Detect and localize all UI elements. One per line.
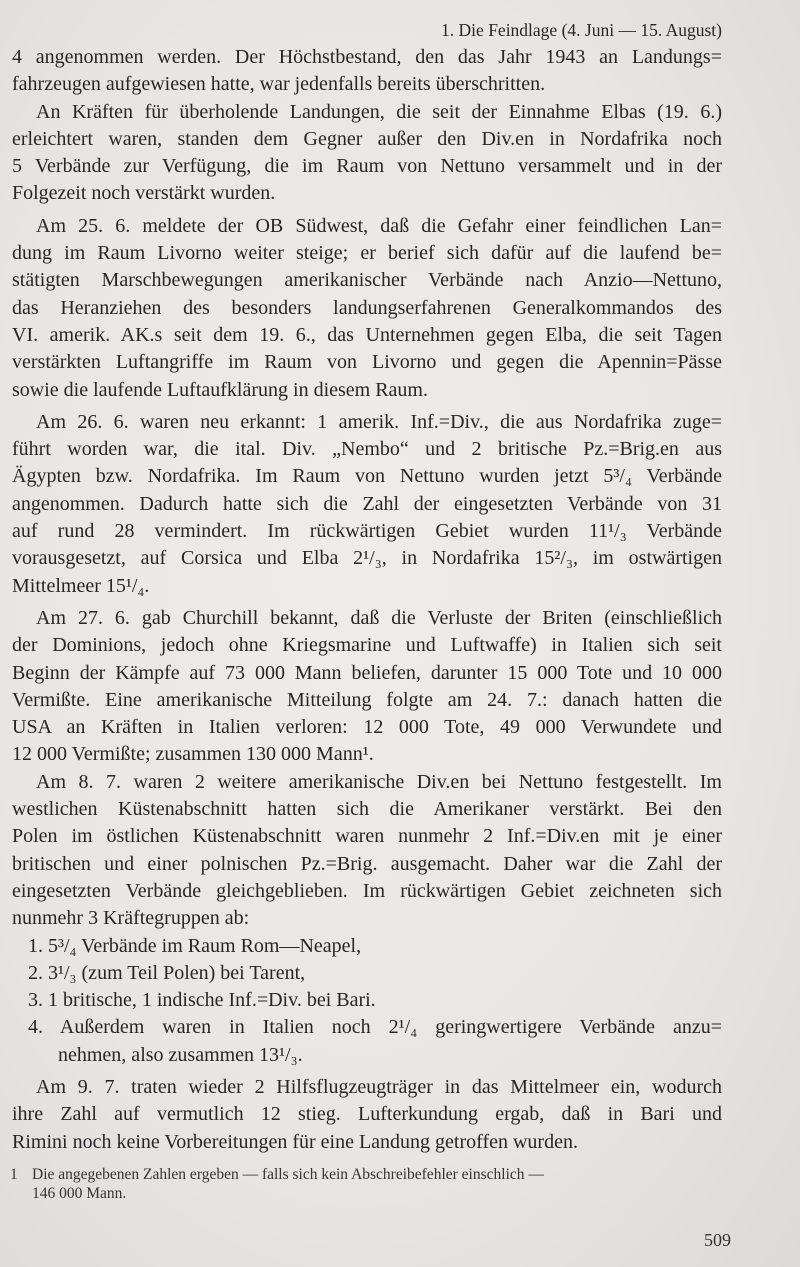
running-header: 1. Die Feindlage (4. Juni — 15. August) bbox=[441, 20, 722, 40]
text-line: sowie die laufende Luftaufklärung in diesem Raum. bbox=[12, 378, 428, 401]
text-line: Mittelmeer 15¹/₄. bbox=[12, 574, 150, 597]
text-line: 4. Außerdem waren in Italien noch 2¹/₄ geringwertigere Verbände anzu= bbox=[28, 1016, 722, 1039]
text-line: führt worden war, die ital. Div. „Nembo“ und 2 britische Pz.=Brig.en aus bbox=[12, 438, 722, 461]
text-line: nunmehr 3 Kräftegruppen ab: bbox=[12, 907, 250, 930]
paragraph bbox=[12, 44, 722, 99]
paragraph bbox=[12, 213, 722, 404]
text-line: dung im Raum Livorno weiter steige; er berief sich dafür auf die laufend be= bbox=[12, 242, 722, 265]
text-line: Am 25. 6. meldete der OB Südwest, daß die Gefahr einer feindlichen Lan= bbox=[36, 214, 722, 237]
text-line: 1. 5³/₄ Verbände im Raum Rom—Neapel, bbox=[28, 934, 362, 957]
text-line: 12 000 Vermißte; zusammen 130 000 Mann¹. bbox=[12, 743, 374, 766]
text-line: ihre Zahl auf vermutlich 12 stieg. Lufterkundung ergab, daß in Bari und bbox=[12, 1103, 722, 1126]
list-item bbox=[12, 1014, 722, 1069]
text-line: angenommen. Dadurch hatte sich die Zahl der eingesetzten Verbände von 31 bbox=[12, 492, 722, 515]
footnote-line: Die angegebenen Zahlen ergeben — falls sich kein Abschreibefehler einschlich — bbox=[32, 1166, 544, 1183]
text-line: Am 27. 6. gab Churchill bekannt, daß die Verluste der Briten (einschließlich bbox=[36, 606, 722, 629]
text-line: 2. 3¹/₃ (zum Teil Polen) bei Tarent, bbox=[28, 961, 306, 984]
text-line: erleichtert waren, standen dem Gegner außer den Div.en in Nordafrika noch bbox=[12, 127, 722, 150]
paragraph bbox=[12, 99, 722, 208]
text-line: Vermißte. Eine amerikanische Mitteilung folgte am 24. 7.: danach hatten die bbox=[12, 688, 722, 711]
text-line: 4 angenommen werden. Der Höchstbestand, den das Jahr 1943 an Landungs= bbox=[12, 46, 722, 68]
text-line: Folgezeit noch verstärkt wurden. bbox=[12, 182, 276, 205]
text-line: verstärkten Luftangriffe im Raum von Livorno und gegen die Apennin=Pässe bbox=[12, 351, 722, 374]
text-line: Polen im östlichen Küstenabschnitt waren nunmehr 2 Inf.=Div.en mit je einer bbox=[12, 825, 722, 848]
numbered-list bbox=[12, 933, 722, 1069]
text-line: VI. amerik. AK.s seit dem 19. 6., das Unternehmen gegen Elba, die seit Tagen bbox=[12, 323, 722, 346]
text-line: eingesetzten Verbände gleichgeblieben. Im rückwärtigen Gebiet zeichneten sich bbox=[12, 879, 722, 902]
text-line: auf rund 28 vermindert. Im rückwärtigen Gebiet wurden 11¹/₃ Verbände bbox=[12, 520, 722, 543]
text-line: Am 9. 7. traten wieder 2 Hilfsflugzeugträger in das Mittelmeer ein, wodurch bbox=[36, 1075, 722, 1098]
paragraph bbox=[12, 409, 722, 600]
text-line: 5 Verbände zur Verfügung, die im Raum von Nettuno versammelt und in der bbox=[12, 155, 722, 178]
text-line: fahrzeugen aufgewiesen hatte, war jedenfalls bereits überschritten. bbox=[12, 73, 546, 96]
text-line: vorausgesetzt, auf Corsica und Elba 2¹/₃, in Nordafrika 15²/₃, im ostwärtigen bbox=[12, 547, 722, 570]
text-line: Am 26. 6. waren neu erkannt: 1 amerik. Inf.=Div., die aus Nordafrika zuge= bbox=[36, 410, 722, 433]
text-line: britischen und einer polnischen Pz.=Brig. ausgemacht. Daher war die Zahl der bbox=[12, 852, 722, 875]
text-line: der Dominions, jedoch ohne Kriegsmarine und Luftwaffe) in Italien sich seit bbox=[12, 634, 722, 657]
text-line: Am 8. 7. waren 2 weitere amerikanische Div.en bei Nettuno festgestellt. Im bbox=[36, 770, 722, 793]
paragraph bbox=[12, 769, 722, 933]
list-item bbox=[12, 933, 722, 960]
list-item bbox=[12, 960, 722, 987]
text-line: USA an Kräften in Italien verloren: 12 000 Tote, 49 000 Verwundete und bbox=[12, 716, 722, 739]
footnote bbox=[10, 1165, 544, 1203]
text-line: das Heranziehen des besonders landungserfahrenen Generalkommandos des bbox=[12, 296, 722, 319]
text-line: stätigten Marschbewegungen amerikanischer Verbände nach Anzio—Nettuno, bbox=[12, 269, 722, 292]
paragraph bbox=[12, 1074, 722, 1156]
text-line: 3. 1 britische, 1 indische Inf.=Div. bei Bari. bbox=[28, 989, 376, 1012]
text-line: nehmen, also zusammen 13¹/₃. bbox=[58, 1043, 303, 1066]
list-item bbox=[12, 987, 722, 1014]
text-line: An Kräften für überholende Landungen, die seit der Einnahme Elbas (19. 6.) bbox=[36, 100, 722, 123]
page-number: 509 bbox=[704, 1230, 731, 1250]
paragraph bbox=[12, 605, 722, 769]
text-line: Ägypten bzw. Nordafrika. Im Raum von Nettuno wurden jetzt 5³/₄ Verbände bbox=[12, 465, 722, 488]
text-line: Beginn der Kämpfe auf 73 000 Mann beliefen, darunter 15 000 Tote und 10 000 bbox=[12, 661, 722, 684]
footnote-line: 146 000 Mann. bbox=[32, 1185, 127, 1202]
text-line: westlichen Küstenabschnitt hatten sich die Amerikaner verstärkt. Bei den bbox=[12, 798, 722, 821]
text-line: Rimini noch keine Vorbereitungen für eine Landung getroffen wurden. bbox=[12, 1130, 578, 1153]
body-text bbox=[12, 44, 722, 1156]
footnote-marker: 1 bbox=[10, 1166, 18, 1183]
